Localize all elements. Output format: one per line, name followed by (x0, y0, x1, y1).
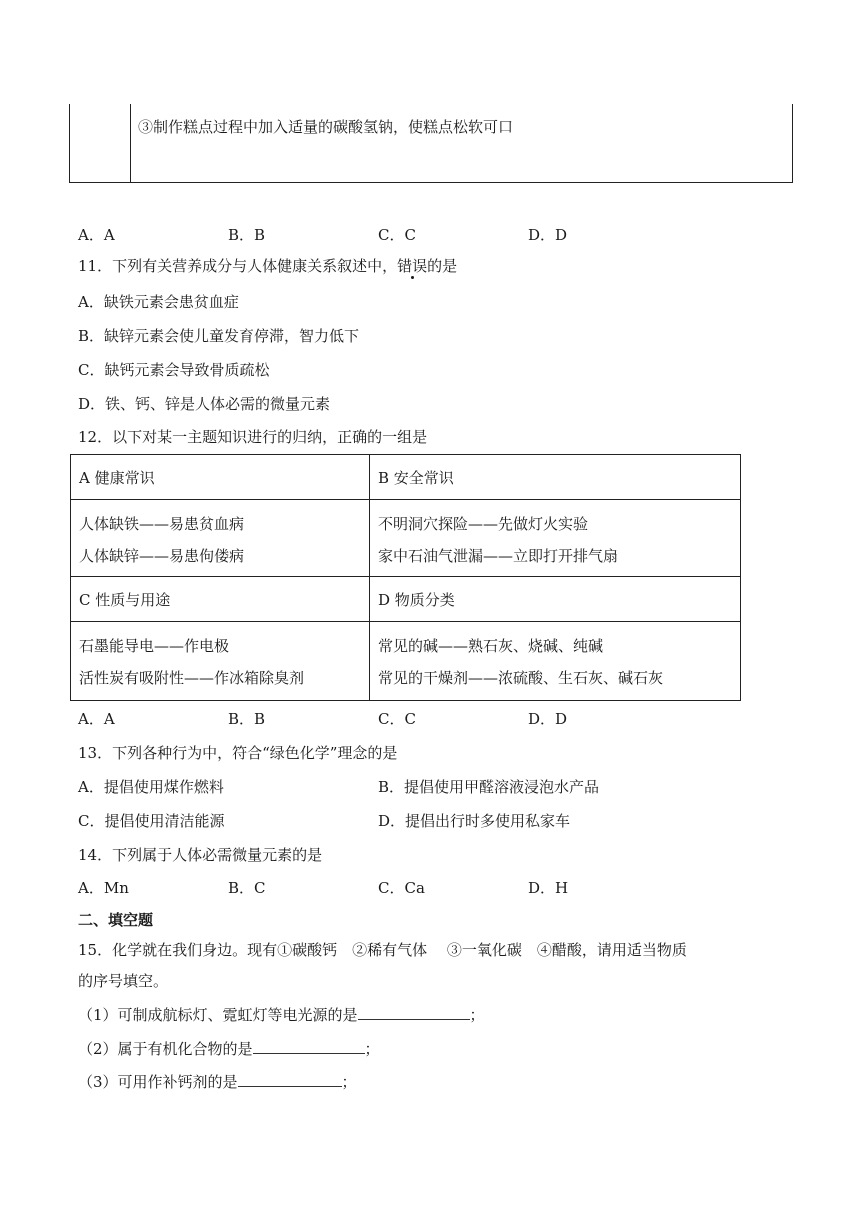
q12-a-line1: 人体缺铁——易患贫血病 (79, 515, 245, 533)
q15-sub1 (78, 1003, 485, 1025)
q15-sub3-end: ； (341, 1073, 357, 1091)
q11-option-a[interactable]: A．缺铁元素会患贫血症 (78, 293, 239, 311)
q15-sub3 (78, 1070, 357, 1092)
q11-stem (78, 255, 457, 277)
q11-stem-before: 11．下列有关营养成分与人体健康关系叙述中， (78, 257, 398, 275)
q11-option-c[interactable]: C．缺钙元素会导致骨质疏松 (78, 361, 270, 379)
q12-cell-b-head: B 安全常识 (370, 455, 741, 500)
q12-cell-b-body (370, 500, 741, 577)
q13-stem: 13．下列各种行为中，符合“绿色化学”理念的是 (78, 744, 398, 762)
q13-option-c[interactable]: C．提倡使用清洁能源 (78, 812, 225, 830)
q10-option-c[interactable]: C．C (378, 226, 416, 244)
q12-b-line2: 家中石油气泄漏——立即打开排气扇 (378, 547, 619, 565)
q12-c-line2: 活性炭有吸附性——作冰箱除臭剂 (79, 669, 305, 687)
q12-cell-d-body (370, 622, 741, 701)
q12-cell-a-head: A 健康常识 (71, 455, 370, 500)
q14-option-d[interactable]: D．H (528, 879, 569, 897)
q14-stem: 14．下列属于人体必需微量元素的是 (78, 846, 323, 864)
top-table (69, 104, 793, 183)
q15-sub2-end: ； (364, 1040, 380, 1058)
q12-d-line1: 常见的碱——熟石灰、烧碱、纯碱 (378, 637, 604, 655)
q12-stem: 12．以下对某一主题知识进行的归纳，正确的一组是 (78, 428, 428, 446)
q12-d-line2: 常见的干燥剂——浓硫酸、生石灰、碱石灰 (378, 669, 664, 687)
q12-cell-c-head: C 性质与用途 (71, 577, 370, 622)
q13-option-d[interactable]: D．提倡出行时多使用私家车 (378, 812, 571, 830)
q12-b-line1: 不明洞穴探险——先做灯火实验 (378, 515, 589, 533)
section-title: 二、填空题 (78, 911, 154, 929)
q10-option-a[interactable]: A．A (78, 226, 115, 244)
q11-stem-after: 的是 (427, 257, 458, 275)
q14-option-b[interactable]: B．C (228, 879, 266, 897)
q15-stem-line2: 的序号填空。 (78, 972, 169, 990)
q15-sub2 (78, 1037, 380, 1059)
q14-option-a[interactable]: A．Mn (78, 879, 129, 897)
q13-option-a[interactable]: A．提倡使用煤作燃料 (78, 778, 224, 796)
q10-option-d[interactable]: D．D (528, 226, 568, 244)
q12-cell-c-body (71, 622, 370, 701)
q15-sub2-text: （2）属于有机化合物的是 (78, 1040, 253, 1058)
q12-cell-a-body (71, 500, 370, 577)
q15-sub3-text: （3）可用作补钙剂的是 (78, 1073, 238, 1091)
q14-option-c[interactable]: C．Ca (378, 879, 425, 897)
q15-stem-line1: 15．化学就在我们身边。现有①碳酸钙 ②稀有气体 ③一氧化碳 ④醋酸，请用适当物质 (78, 941, 687, 959)
q11-stem-emphasis: 错误 (397, 257, 428, 275)
q15-sub1-text: （1）可制成航标灯、霓虹灯等电光源的是 (78, 1006, 358, 1024)
top-table-divider (130, 104, 131, 182)
q12-a-line2: 人体缺锌——易患佝偻病 (79, 547, 245, 565)
q12-option-c[interactable]: C．C (378, 710, 416, 728)
q12-cell-d-head: D 物质分类 (370, 577, 741, 622)
q10-option-b[interactable]: B．B (228, 226, 266, 244)
q11-option-b[interactable]: B．缺锌元素会使儿童发育停滞，智力低下 (78, 327, 360, 345)
q11-option-d[interactable]: D．铁、钙、锌是人体必需的微量元素 (78, 395, 331, 413)
q15-sub3-blank[interactable] (238, 1070, 342, 1087)
q12-option-d[interactable]: D．D (528, 710, 568, 728)
q15-sub1-blank[interactable] (358, 1003, 470, 1020)
q12-option-b[interactable]: B．B (228, 710, 266, 728)
q15-sub2-blank[interactable] (253, 1037, 365, 1054)
q13-option-b[interactable]: B．提倡使用甲醛溶液浸泡水产品 (378, 778, 600, 796)
q15-sub1-end: ； (469, 1006, 485, 1024)
q12-c-line1: 石墨能导电——作电极 (79, 637, 230, 655)
q12-knowledge-table (70, 454, 741, 701)
q12-option-a[interactable]: A．A (78, 710, 115, 728)
top-table-row-text: ③制作糕点过程中加入适量的碳酸氢钠，使糕点松软可口 (138, 118, 514, 136)
